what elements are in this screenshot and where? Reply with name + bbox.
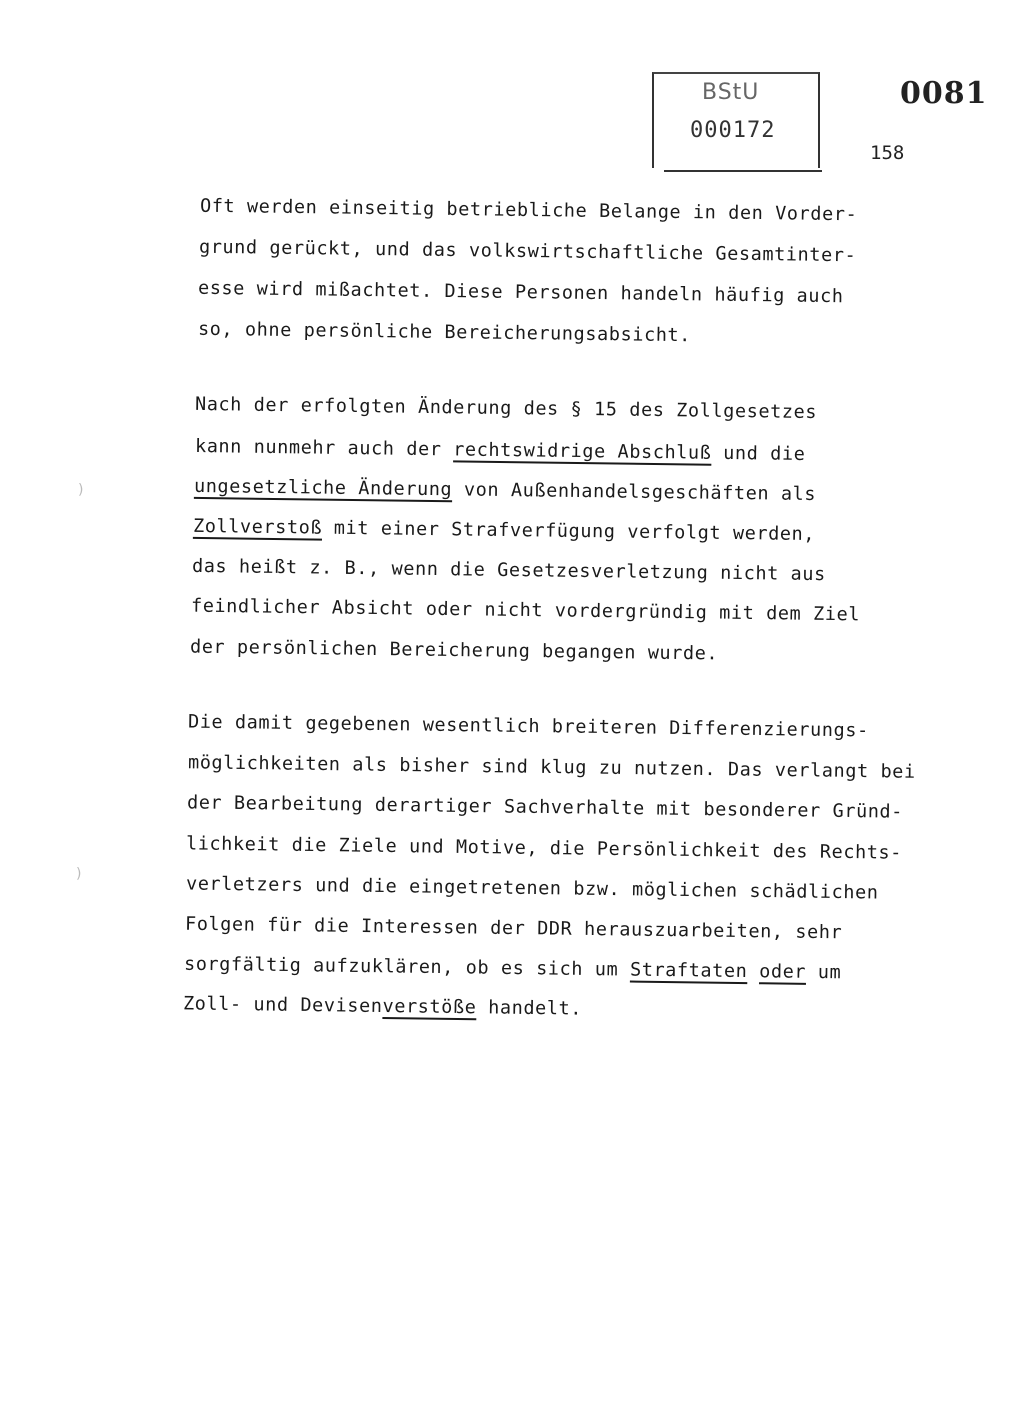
stamp-agency: BStU xyxy=(702,80,760,105)
text-line: feindlicher Absicht oder nicht vordergründig mit dem Ziel xyxy=(190,595,861,626)
stamp-number: 000172 xyxy=(690,118,776,143)
text-line: ungesetzliche Änderung von Außenhandelsgeschäften als xyxy=(193,475,817,506)
text-line: das heißt z. B., wenn die Gesetzesverletzung nicht aus xyxy=(191,555,826,586)
text-line: grund gerückt, und das volkswirtschaftliche Gesamtinter- xyxy=(198,236,857,267)
text-line: kann nunmehr auch der rechtswidrige Abschluß und die xyxy=(194,436,806,465)
text-line: so, ohne persönliche Bereicherungsabsicht. xyxy=(197,318,692,347)
text-line: Nach der erfolgten Änderung des § 15 des Zollgesetzes xyxy=(194,393,818,424)
page-number: 158 xyxy=(870,142,905,164)
underlined-phrase: ungesetzliche Änderung xyxy=(193,475,453,501)
underlined-phrase: Zollverstoß xyxy=(192,515,323,539)
scan-mark: ) xyxy=(78,482,84,498)
scan-mark: ) xyxy=(76,866,82,882)
text-line: möglichkeiten als bisher sind klug zu nutzen. Das verlangt bei xyxy=(187,752,916,783)
underlined-phrase: Straftaten xyxy=(629,959,748,983)
text-line: esse wird mißachtet. Diese Personen handeln häufig auch xyxy=(197,277,844,308)
text-line: Zoll- und Devisenverstöße handelt. xyxy=(182,993,583,1020)
text-line: Die damit gegebenen wesentlich breiteren Differenzierungs- xyxy=(187,711,869,742)
underlined-phrase: rechtswidrige Abschluß xyxy=(453,439,712,464)
text-line: Folgen für die Interessen der DDR herauszuarbeiten, sehr xyxy=(184,913,843,944)
text-line: der persönlichen Bereicherung begangen wurde. xyxy=(189,636,719,665)
text-line: sorgfältig aufzuklären, ob es sich um Straftaten oder um xyxy=(183,953,842,984)
underlined-phrase: verstöße xyxy=(382,996,477,1019)
folio-number: 0081 xyxy=(900,76,988,111)
text-line: verletzers und die eingetretenen bzw. möglichen schädlichen xyxy=(185,873,879,904)
text-line: Zollverstoß mit einer Strafverfügung verfolgt werden, xyxy=(192,515,816,546)
text-line: lichkeit die Ziele und Motive, die Persönlichkeit des Rechts- xyxy=(185,833,903,864)
archive-stamp xyxy=(652,72,820,168)
text-line: der Bearbeitung derartiger Sachverhalte mit besonderer Gründ- xyxy=(186,792,904,823)
text-line: Oft werden einseitig betriebliche Belange in den Vorder- xyxy=(199,195,858,226)
underlined-phrase: oder xyxy=(759,961,807,983)
